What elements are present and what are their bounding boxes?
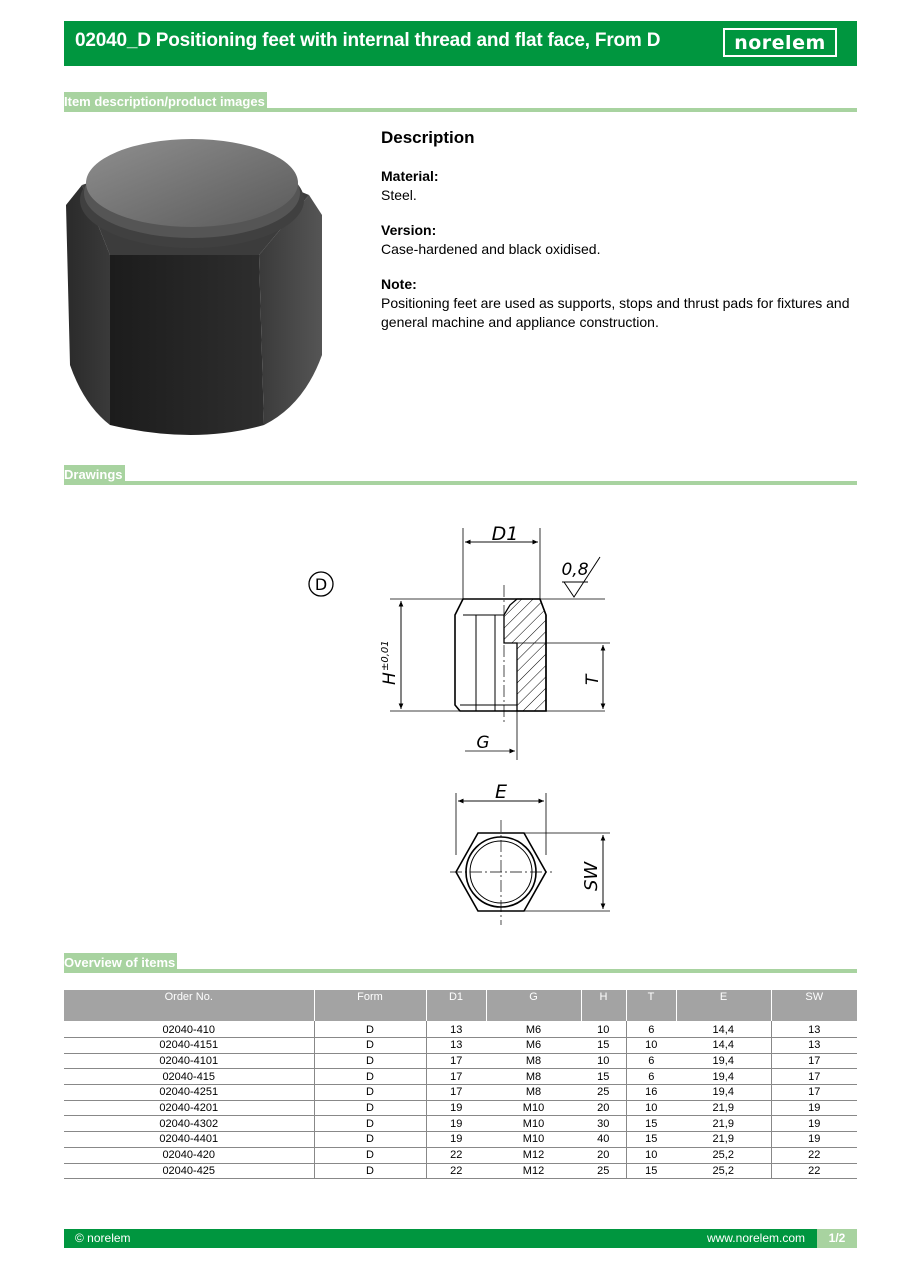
table-cell-e: 21,9 <box>676 1132 771 1148</box>
table-cell-t: 10 <box>626 1100 676 1116</box>
dim-d1: D1 <box>491 523 519 545</box>
table-cell-d1: 19 <box>426 1132 486 1148</box>
col-sw: SW <box>771 990 857 1021</box>
table-cell-sw: 22 <box>771 1163 857 1179</box>
table-cell-sw: 13 <box>771 1021 857 1038</box>
table-cell-order-no: 02040-4401 <box>64 1132 314 1148</box>
table-cell-d1: 13 <box>426 1021 486 1038</box>
table-cell-g: M8 <box>486 1069 581 1085</box>
table-cell-g: M12 <box>486 1163 581 1179</box>
dim-g: G <box>476 733 490 753</box>
table-cell-g: M10 <box>486 1100 581 1116</box>
description-heading: Description <box>381 128 475 147</box>
table-cell-form: D <box>314 1132 426 1148</box>
table-cell-g: M8 <box>486 1085 581 1101</box>
table-cell-form: D <box>314 1038 426 1054</box>
table-cell-e: 14,4 <box>676 1021 771 1038</box>
table-cell-t: 15 <box>626 1163 676 1179</box>
table-cell-t: 15 <box>626 1116 676 1132</box>
table-cell-order-no: 02040-415 <box>64 1069 314 1085</box>
dim-e: E <box>494 781 508 803</box>
table-row <box>64 1069 857 1085</box>
table-cell-g: M10 <box>486 1132 581 1148</box>
items-table <box>64 990 857 1179</box>
table-cell-sw: 13 <box>771 1038 857 1054</box>
table-cell-order-no: 02040-4101 <box>64 1053 314 1069</box>
table-cell-e: 21,9 <box>676 1100 771 1116</box>
version-value: Case-hardened and black oxidised. <box>381 241 601 257</box>
section-images-label: Item description/product images <box>64 92 267 112</box>
table-cell-g: M6 <box>486 1021 581 1038</box>
table-row <box>64 1116 857 1132</box>
table-cell-h: 20 <box>581 1147 626 1163</box>
footer-website-link[interactable]: www.norelem.com <box>706 1231 805 1245</box>
table-cell-e: 25,2 <box>676 1147 771 1163</box>
table-cell-sw: 22 <box>771 1147 857 1163</box>
table-cell-t: 6 <box>626 1021 676 1038</box>
material-label: Material: <box>381 168 439 184</box>
table-cell-e: 21,9 <box>676 1116 771 1132</box>
table-cell-form: D <box>314 1100 426 1116</box>
logo-text: norelem <box>734 31 826 54</box>
table-cell-h: 20 <box>581 1100 626 1116</box>
note-value: Positioning feet are used as supports, stops and thrust pads for fixtures and general machine and appliance construction. <box>381 295 850 330</box>
table-cell-form: D <box>314 1021 426 1038</box>
dim-h: H <box>380 672 400 685</box>
section-overview-label: Overview of items <box>64 953 177 973</box>
page-title: 02040_D Positioning feet with internal thread and flat face, From D <box>75 30 661 51</box>
table-cell-h: 30 <box>581 1116 626 1132</box>
table-cell-order-no: 02040-425 <box>64 1163 314 1179</box>
table-cell-d1: 19 <box>426 1100 486 1116</box>
table-cell-g: M10 <box>486 1116 581 1132</box>
table-cell-d1: 17 <box>426 1069 486 1085</box>
table-cell-g: M8 <box>486 1053 581 1069</box>
table-cell-order-no: 02040-410 <box>64 1021 314 1038</box>
technical-drawing <box>300 515 630 935</box>
version-label: Version: <box>381 222 437 238</box>
table-cell-e: 19,4 <box>676 1053 771 1069</box>
table-cell-d1: 22 <box>426 1163 486 1179</box>
table-cell-h: 10 <box>581 1021 626 1038</box>
table-cell-form: D <box>314 1069 426 1085</box>
section-overview-header <box>64 953 857 973</box>
roughness-value: 0,8 <box>561 560 589 580</box>
footer-copyright: © norelem <box>75 1231 131 1245</box>
table-cell-d1: 17 <box>426 1085 486 1101</box>
table-row <box>64 1100 857 1116</box>
table-cell-t: 6 <box>626 1053 676 1069</box>
table-cell-t: 16 <box>626 1085 676 1101</box>
section-drawings-label: Drawings <box>64 465 125 485</box>
table-cell-h: 15 <box>581 1038 626 1054</box>
form-letter: D <box>314 575 328 594</box>
description-block <box>381 128 861 348</box>
col-t: T <box>626 990 676 1021</box>
table-cell-form: D <box>314 1147 426 1163</box>
table-cell-t: 10 <box>626 1038 676 1054</box>
table-cell-d1: 13 <box>426 1038 486 1054</box>
table-cell-h: 25 <box>581 1163 626 1179</box>
page-header <box>64 21 857 66</box>
table-body <box>64 1021 857 1179</box>
table-cell-g: M12 <box>486 1147 581 1163</box>
table-row <box>64 1085 857 1101</box>
dim-h-tolerance: ±0,01 <box>380 640 391 671</box>
page-footer <box>64 1229 857 1248</box>
table-row <box>64 1053 857 1069</box>
table-cell-t: 15 <box>626 1132 676 1148</box>
table-cell-form: D <box>314 1085 426 1101</box>
table-cell-d1: 17 <box>426 1053 486 1069</box>
col-order-no: Order No. <box>64 990 314 1021</box>
table-cell-h: 15 <box>581 1069 626 1085</box>
table-cell-sw: 17 <box>771 1069 857 1085</box>
table-cell-e: 25,2 <box>676 1163 771 1179</box>
col-d1: D1 <box>426 990 486 1021</box>
product-image <box>64 125 326 443</box>
section-images-header <box>64 92 857 112</box>
table-cell-t: 6 <box>626 1069 676 1085</box>
table-cell-sw: 17 <box>771 1053 857 1069</box>
table-cell-order-no: 02040-4201 <box>64 1100 314 1116</box>
table-cell-sw: 19 <box>771 1116 857 1132</box>
table-cell-order-no: 02040-4251 <box>64 1085 314 1101</box>
table-cell-sw: 17 <box>771 1085 857 1101</box>
note-label: Note: <box>381 276 417 292</box>
table-cell-order-no: 02040-4302 <box>64 1116 314 1132</box>
table-header-row <box>64 990 857 1021</box>
dim-t: T <box>583 674 603 685</box>
table-cell-sw: 19 <box>771 1132 857 1148</box>
col-e: E <box>676 990 771 1021</box>
table-cell-form: D <box>314 1053 426 1069</box>
table-cell-t: 10 <box>626 1147 676 1163</box>
page-number: 1/2 <box>817 1229 857 1248</box>
table-cell-h: 40 <box>581 1132 626 1148</box>
norelem-logo <box>723 28 837 57</box>
col-g: G <box>486 990 581 1021</box>
table-row <box>64 1021 857 1038</box>
table-cell-sw: 19 <box>771 1100 857 1116</box>
section-drawings-header <box>64 465 857 485</box>
table-cell-form: D <box>314 1116 426 1132</box>
table-cell-order-no: 02040-420 <box>64 1147 314 1163</box>
col-h: H <box>581 990 626 1021</box>
table-cell-e: 19,4 <box>676 1085 771 1101</box>
table-row <box>64 1147 857 1163</box>
table-cell-form: D <box>314 1163 426 1179</box>
table-cell-d1: 19 <box>426 1116 486 1132</box>
table-cell-e: 19,4 <box>676 1069 771 1085</box>
table-cell-d1: 22 <box>426 1147 486 1163</box>
col-form: Form <box>314 990 426 1021</box>
table-cell-e: 14,4 <box>676 1038 771 1054</box>
material-value: Steel. <box>381 187 417 203</box>
table-cell-order-no: 02040-4151 <box>64 1038 314 1054</box>
table-cell-g: M6 <box>486 1038 581 1054</box>
table-row <box>64 1132 857 1148</box>
table-row <box>64 1163 857 1179</box>
table-row <box>64 1038 857 1054</box>
dim-sw: SW <box>581 861 602 891</box>
table-cell-h: 10 <box>581 1053 626 1069</box>
table-cell-h: 25 <box>581 1085 626 1101</box>
